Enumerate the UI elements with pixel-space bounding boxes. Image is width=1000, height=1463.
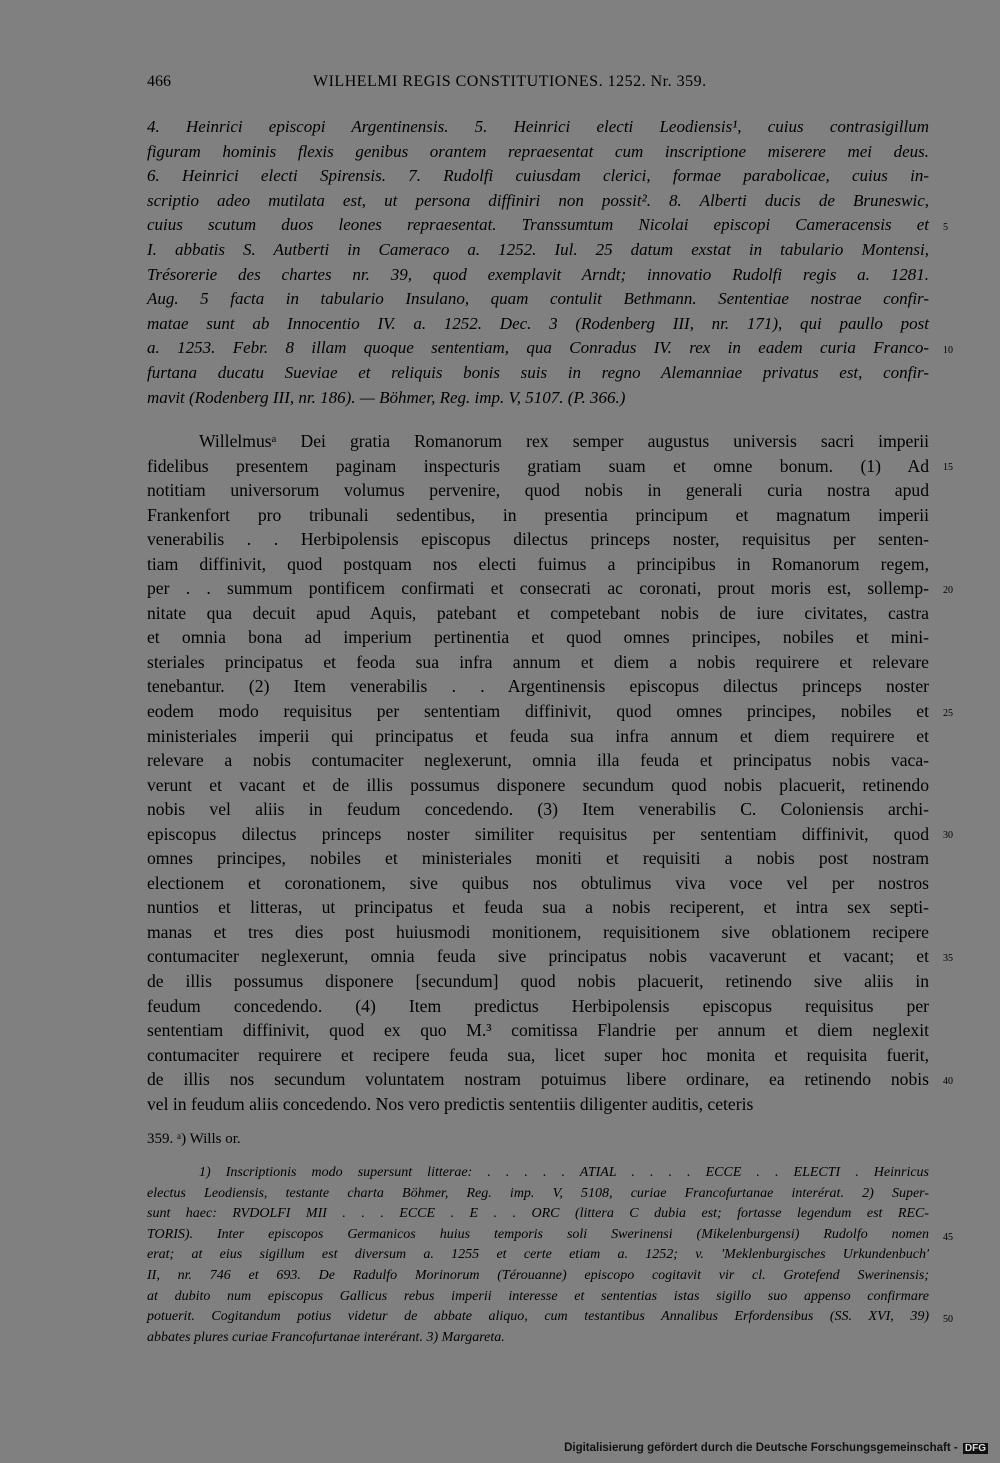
footnote-line: sunt haec: RVDOLFI MII . . . ECCE . E . . ORC (littera C dubia est; fortasse legendum est REC-: [147, 1206, 929, 1222]
body-line: verunt et vacant et de illis possumus disponere secundum quod nobis placuerit, retinendo: [147, 774, 929, 795]
intro-line: figuram hominis flexis genibus orantem repraesentat cum inscriptione miserere mei deus.: [147, 141, 929, 161]
body-line: feudum concedendo. (4) Item predictus Herbipolensis episcopus requisitus per: [147, 995, 929, 1016]
document-body-text: [147, 429, 929, 1116]
credit-text: Digitalisierung gefördert durch die Deutsche Forschungsgemeinschaft -: [564, 1442, 958, 1454]
footnote-line: abbates plures curiae Francofurtanae interérant. 3) Margareta.: [147, 1329, 505, 1345]
body-line: eodem modo requisitus per sententiam diffinivit, quod omnes principes, nobiles et: [147, 701, 929, 722]
intro-line: a. 1253. Febr. 8 illam quoque sententiam, qua Conradus IV. rex in eadem curia Franco-: [147, 338, 929, 358]
body-line: fidelibus presentem paginam inspecturis gratiam suam et omne bonum. (1) Ad: [147, 455, 929, 476]
body-line: episcopus dilectus princeps noster similiter requisitus per sententiam diffinivit, quod: [147, 823, 929, 844]
body-line: contumaciter requirere et recipere feuda sua, licet super hoc monita et requisita fuerit,: [147, 1044, 929, 1065]
margin-line-number: 35: [943, 953, 953, 965]
body-line: tenebantur. (2) Item venerabilis . . Argentinensis episcopus dilectus princeps noster: [147, 676, 929, 697]
margin-line-number: 5: [943, 222, 948, 233]
intro-line: I. abbatis S. Autberti in Cameraco a. 1252. Iul. 25 datum exstat in tabulario Montensi,: [147, 239, 929, 259]
body-line: relevare a nobis contumaciter neglexerunt, omnia illa feuda et principatus nobis vaca-: [147, 750, 929, 771]
margin-line-number: 10: [943, 345, 953, 356]
footnote-line: II, nr. 746 et 693. De Radulfo Morinorum (Térouanne) episcopo cogitavit vir cl. Grotefend Swerinensis;: [147, 1267, 929, 1283]
intro-line: scriptio adeo mutilata est, ut persona diffiniri non possit². 8. Alberti ducis de Bruneswic,: [147, 190, 929, 210]
body-line: et omnia bona ad imperium pertinentia et quod omnes principes, nobiles et mini-: [147, 627, 929, 648]
intro-line: 4. Heinrici episcopi Argentinensis. 5. Heinrici electi Leodiensis¹, cuius contrasigillum: [147, 117, 929, 136]
intro-line: furtana ducatu Sueviae et reliquis bonis suis in regno Alemanniae privatus est, confir-: [147, 362, 929, 382]
margin-line-number: 50: [943, 1314, 953, 1326]
variant-note-text: 359. ᵃ) Wills or.: [147, 1131, 241, 1147]
body-line: sententiam diffinivit, quod ex quo M.³ comitissa Flandrie per annum et diem neglexit: [147, 1020, 929, 1041]
intro-line: 6. Heinrici electi Spirensis. 7. Rudolfi cuiusdam clerici, formae parabolicae, cuius in-: [147, 166, 929, 186]
body-line: nobis vel aliis in feudum concedendo. (3) Item venerabilis C. Coloniensis archi-: [147, 799, 929, 820]
intro-line: mavit (Rodenberg III, nr. 186). — Böhmer, Reg. imp. V, 5107. (P. 366.): [147, 387, 626, 407]
running-header: [0, 73, 1000, 95]
digitization-credit: [564, 1442, 988, 1454]
intro-line: Aug. 5 facta in tabulario Insulano, quam contulit Bethmann. Sententiae nostrae confir-: [147, 289, 929, 309]
footnote-line: 1) Inscriptionis modo supersunt litterae: . . . . . ATIAL . . . . ECCE . . ELECTI . Heinricus: [199, 1165, 929, 1180]
body-line: nitate qua decuit apud Aquis, patebant et competebant nobis de iure civitates, castra: [147, 602, 929, 623]
body-line: de illis nos secundum voluntatem nostram potuimus libere ordinare, ea retinendo nobis: [147, 1069, 929, 1090]
margin-line-number: 45: [943, 1232, 953, 1243]
body-line: nuntios et litteras, ut principatus et feuda sua a nobis reciperent, et intra sex septi-: [147, 897, 929, 918]
page-number: 466: [147, 73, 171, 90]
margin-line-number: 15: [943, 462, 953, 474]
margin-line-number: 20: [943, 584, 953, 596]
intro-line: matae sunt ab Innocentio IV. a. 1252. Dec. 3 (Rodenberg III, nr. 171), qui paullo post: [147, 313, 929, 333]
body-line: notitiam universorum volumus pervenire, quod nobis in generali curia nostra apud: [147, 480, 929, 501]
margin-line-number: 40: [943, 1075, 953, 1087]
intro-line: Trésorerie des chartes nr. 39, quod exemplavit Arndt; innovatio Rudolfi regis a. 1281.: [147, 264, 929, 284]
body-line: ministeriales imperii qui principatus et feuda sua infra annum et diem requirere et: [147, 725, 929, 746]
body-line: manas et tres dies post huiusmodi monitionem, requisitionem sive oblationem recipere: [147, 921, 929, 942]
footnote-line: at dubito num episcopus Gallicus rebus imperii interesse et sententias istas sigillo suo appenso confirmare: [147, 1288, 929, 1304]
running-title: WILHELMI REGIS CONSTITUTIONES. 1252. Nr. 359.: [313, 73, 707, 90]
body-line: venerabilis . . Herbipolensis episcopus dilectus princeps noster, requisitus per senten-: [147, 529, 929, 550]
body-line: per . . summum pontificem confirmati et consecrati ac coronati, prout moris est, sollemp-: [147, 578, 929, 599]
margin-line-number: 30: [943, 830, 953, 842]
body-line: Willelmusᵃ Dei gratia Romanorum rex semper augustus universis sacri imperii: [199, 431, 929, 451]
footnote-line: electus Leodiensis, testante charta Böhmer, Reg. imp. V, 5108, curiae Francofurtanae interérat. 2) Super-: [147, 1185, 929, 1201]
body-line: tiam diffinivit, quod postquam nos electi fuimus a principibus in Romanorum regem,: [147, 553, 929, 574]
variant-note: [147, 1131, 929, 1148]
body-line: de illis possumus disponere [secundum] quod nobis placuerit, retinendo sive aliis in: [147, 971, 929, 992]
footnotes: [147, 1163, 929, 1348]
footnote-line: potuerit. Cogitandum potius videtur de abbate aliquo, cum testantibus Annalibus Erfordensibus (SS. XVI, 39): [147, 1309, 929, 1325]
body-line: contumaciter neglexerunt, omnia feuda sive principatus nobis vacaverunt et vacant; et: [147, 946, 929, 967]
intro-line: cuius scutum duos leones repraesentat. Transsumtum Nicolai episcopi Cameracensis et: [147, 215, 929, 235]
dfg-logo: DFG: [964, 1443, 986, 1454]
body-line: steriales principatus et feoda sua infra annum et diem a nobis requirere et relevare: [147, 651, 929, 672]
document-intro: [147, 115, 929, 410]
footnote-line: erat; at eius sigillum est diversum a. 1255 et certe etiam a. 1252; v. 'Meklenburgisches Urkundenbuch': [147, 1247, 929, 1263]
body-line: Frankenfort pro tribunali sedentibus, in presentia principum et magnatum imperii: [147, 504, 929, 525]
body-line: electionem et coronationem, sive quibus nos obtulimus viva voce vel per nostros: [147, 872, 929, 893]
body-line: omnes principes, nobiles et ministeriales moniti et requisiti a nobis post nostram: [147, 848, 929, 869]
footnote-line: TORIS). Inter episcopos Germanicos huius temporis soli Swerinensi (Mikelenburgensi) Rudolfo nomen: [147, 1226, 929, 1242]
body-line: vel in feudum aliis concedendo. Nos vero predictis sententiis diligenter auditis, ceteris: [147, 1093, 754, 1114]
margin-line-number: 25: [943, 707, 953, 719]
